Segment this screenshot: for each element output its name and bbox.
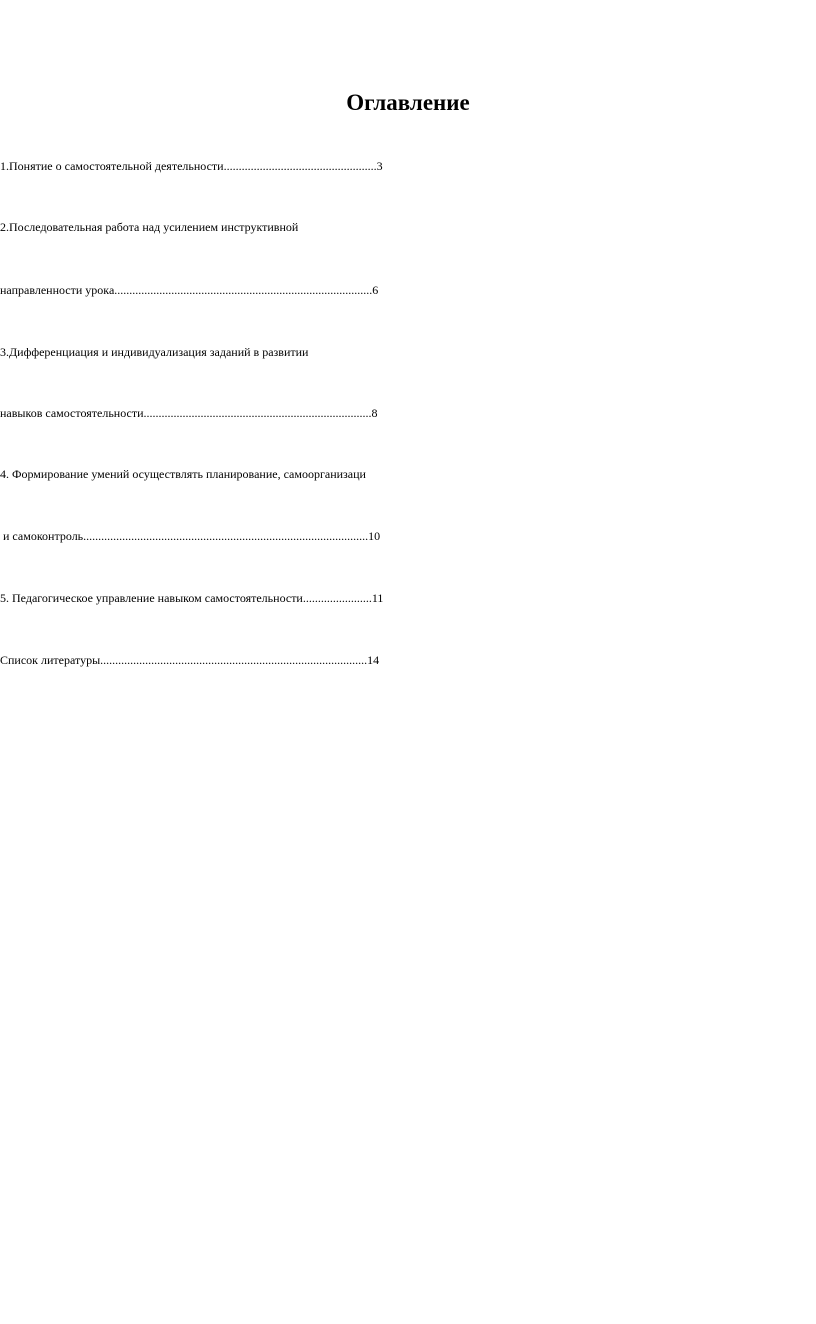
toc-entry-3-line-2: навыков самостоятельности............................................................................8 — [0, 406, 378, 420]
toc-entry-references: Список литературы.........................................................................................14 — [0, 653, 380, 667]
toc-entry-4-line-2: и самоконтроль...............................................................................................10 — [0, 529, 381, 543]
toc-entry-2-line-1: 2.Последовательная работа над усилением инструктивной — [0, 220, 299, 234]
toc-entry-2-line-2: направленности урока......................................................................................6 — [0, 283, 379, 297]
toc-entry-4-line-1: 4. Формирование умений осуществлять планирование, самоорганизаци — [0, 467, 366, 481]
toc-title: Оглавление — [346, 90, 470, 115]
toc-entry-3-line-1: 3.Дифференциация и индивидуализация заданий в развитии — [0, 345, 309, 359]
toc-entry-5: 5. Педагогическое управление навыком самостоятельности.......................11 — [0, 591, 384, 605]
toc-entry-1: 1.Понятие о самостоятельной деятельности...................................................3 — [0, 159, 383, 173]
